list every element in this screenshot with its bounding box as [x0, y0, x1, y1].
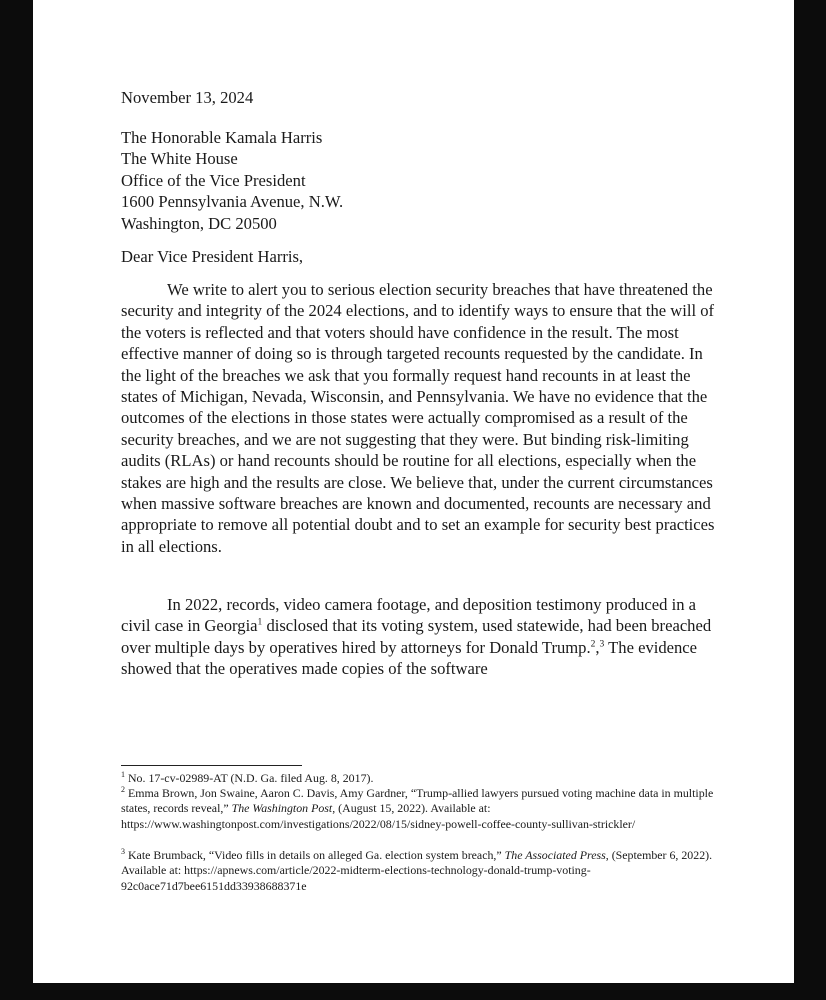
footnote-mark: 2: [121, 785, 125, 795]
footnote-source: The Washington Post: [231, 801, 333, 816]
body-paragraph-2: [121, 594, 724, 680]
footnote-source: The Associated Press: [504, 848, 606, 862]
footnote-3: [121, 848, 721, 894]
footnote-text: Kate Brumback, “Video fills in details on alleged Ga. election system breach,”: [125, 848, 505, 862]
paragraph-text: The evidence showed that the operatives made copies of the software: [121, 637, 698, 679]
footnote-mark: 3: [121, 847, 125, 857]
footnote-mark: 1: [121, 770, 125, 780]
footnote-text: , (September 6, 2022). Available at: https://apnews.com/article/2022-midterm-elections-technology-donald-trump-voting-92c0ace71d7bee6151dd33938688371e: [121, 848, 713, 893]
recipient-line: Office of the Vice President: [121, 170, 306, 190]
recipient-line: The White House: [121, 149, 238, 169]
footnote-2: [121, 786, 721, 832]
recipient-line: 1600 Pennsylvania Avenue, N.W.: [121, 192, 344, 212]
footnote-text: No. 17-cv-02989-AT (N.D. Ga. filed Aug. 8, 2017).: [125, 771, 374, 785]
footnote-1: [121, 771, 721, 786]
footnote-ref-2: 2: [590, 639, 596, 650]
recipient-line: The Honorable Kamala Harris: [121, 128, 323, 147]
recipient-address: [121, 127, 724, 234]
footnote-text: , (August 15, 2022). Available at: https://www.washingtonpost.com/investigations/2022/08/15/sidney-powell-coffee-county-sullivan-strickler/: [121, 801, 636, 831]
footnote-text: Emma Brown, Jon Swaine, Aaron C. Davis, Amy Gardner, “Trump-allied lawyers pursued voting machine data in multiple states, records reveal,”: [121, 786, 714, 816]
body-paragraph-1: We write to alert you to serious election security breaches that have threatened the security and integrity of the 2024 elections, and to identify ways to ensure that the will of the voters is reflected and that voters should have confidence in the result. The most effective manner of doing so is through targeted recounts requested by the candidate. In the light of the breaches we ask that you formally request hand recounts in at least the states of Michigan, Nevada, Wisconsin, and Pennsylvania. We have no evidence that the outcomes of the elections in those states were actually compromised as a result of the security breaches, and we are not suggesting that they were. But binding risk-limiting audits (RLAs) or hand recounts should be routine for all elections, especially when the stakes are high and the results are close. We believe that, under the current circumstances when massive software breaches are known and documented, recounts are necessary and appropriate to remove all potential doubt and to set an example for security best practices in all elections.: [121, 280, 715, 556]
paragraph-text: In 2022, records, video camera footage, and deposition testimony produced in a civil case in Georgia: [121, 595, 696, 636]
footnote-ref-1: 1: [257, 617, 263, 628]
recipient-line: Washington, DC 20500: [121, 213, 277, 233]
footnote-divider: [121, 765, 302, 766]
letter-date: November 13, 2024: [121, 88, 254, 107]
salutation: Dear Vice President Harris,: [121, 247, 304, 266]
footnote-ref-3: 3: [599, 639, 605, 650]
document-page: [33, 0, 794, 983]
paragraph-text: disclosed that its voting system, used statewide, had been breached over multiple days by operatives hired by attorneys for Donald Trump.: [121, 616, 712, 657]
ref-separator: ,: [595, 637, 600, 657]
